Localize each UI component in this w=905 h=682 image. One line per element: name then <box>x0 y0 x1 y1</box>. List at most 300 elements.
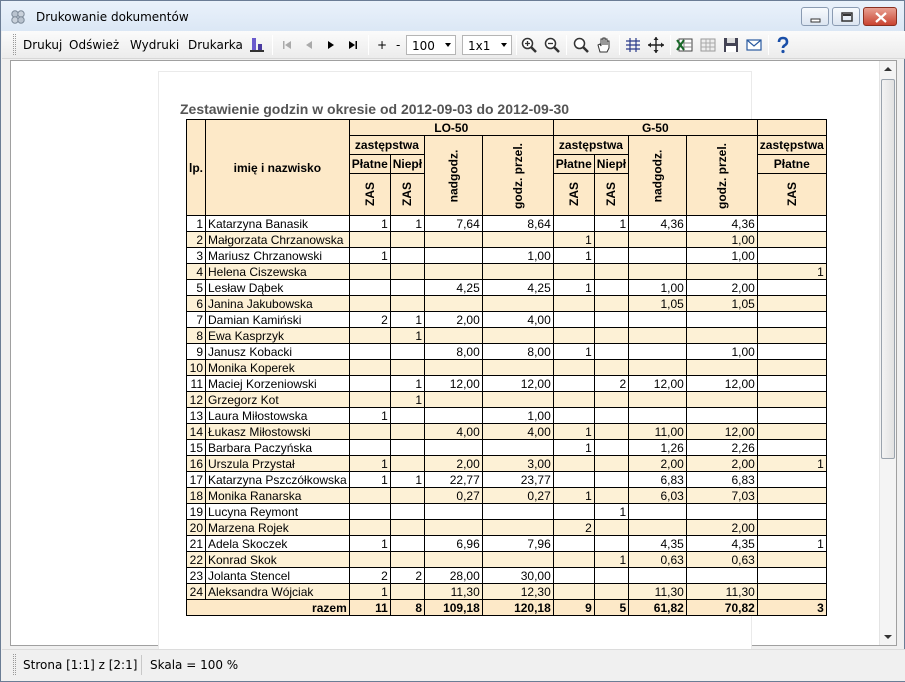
row-cell <box>425 248 483 264</box>
row-cell <box>390 520 424 536</box>
row-name: Maciej Korzeniowski <box>206 376 350 392</box>
header-zas: ZAS <box>594 173 628 215</box>
row-cell <box>757 584 826 600</box>
zoom-in-button[interactable]: + <box>377 38 388 52</box>
row-cell: 0,27 <box>482 488 553 504</box>
row-cell <box>757 248 826 264</box>
row-cell <box>390 440 424 456</box>
row-cell <box>349 520 390 536</box>
row-name: Damian Kamiński <box>206 312 350 328</box>
printouts-button[interactable]: Wydruki <box>130 38 180 52</box>
export-excel-icon[interactable] <box>676 36 694 54</box>
table-row <box>187 504 827 520</box>
row-cell <box>553 568 594 584</box>
table-row <box>187 392 827 408</box>
row-name: Marzena Rojek <box>206 520 350 536</box>
row-cell <box>390 232 424 248</box>
close-button[interactable] <box>863 7 897 26</box>
zoom-out-button[interactable]: - <box>396 38 401 52</box>
row-cell: 8,00 <box>425 344 483 360</box>
row-cell <box>594 312 628 328</box>
row-cell: 1 <box>349 456 390 472</box>
row-cell <box>349 552 390 568</box>
row-cell: 1 <box>594 216 628 232</box>
row-cell: 1 <box>553 344 594 360</box>
row-cell <box>594 424 628 440</box>
header-unpaid: Niepł <box>390 154 424 173</box>
table-row <box>187 264 827 280</box>
row-cell <box>553 328 594 344</box>
row-cell <box>594 440 628 456</box>
row-cell <box>757 408 826 424</box>
row-cell <box>553 312 594 328</box>
row-name: Laura Miłostowska <box>206 408 350 424</box>
row-lp: 23 <box>187 568 206 584</box>
total-row <box>187 600 827 616</box>
magnifier-icon[interactable] <box>572 36 590 54</box>
row-name: Konrad Skok <box>206 552 350 568</box>
row-name: Łukasz Miłostowski <box>206 424 350 440</box>
scrollbar-thumb[interactable] <box>881 79 895 459</box>
row-cell <box>594 520 628 536</box>
row-cell <box>349 360 390 376</box>
row-lp: 6 <box>187 296 206 312</box>
row-name: Adela Skoczek <box>206 536 350 552</box>
row-lp: 24 <box>187 584 206 600</box>
row-lp: 8 <box>187 328 206 344</box>
header-hours-worked: godz. przel. <box>482 136 553 216</box>
refresh-button[interactable]: Odśwież <box>69 38 120 52</box>
row-cell <box>553 408 594 424</box>
header-unpaid: Niepł <box>594 154 628 173</box>
table-row <box>187 520 827 536</box>
title-bar <box>1 1 904 31</box>
row-cell <box>425 392 483 408</box>
row-name: Urszula Przystał <box>206 456 350 472</box>
row-cell: 1,00 <box>686 344 757 360</box>
row-cell: 7,03 <box>686 488 757 504</box>
email-icon[interactable] <box>745 36 763 54</box>
row-lp: 4 <box>187 264 206 280</box>
row-cell <box>629 344 687 360</box>
status-bar <box>2 649 905 681</box>
row-cell <box>425 440 483 456</box>
header-group-lo50: LO-50 <box>349 120 553 136</box>
total-cell: 11 <box>349 600 390 616</box>
toolbar <box>2 31 905 59</box>
row-cell <box>629 328 687 344</box>
row-cell <box>629 264 687 280</box>
row-cell: 2,00 <box>686 456 757 472</box>
row-cell <box>553 472 594 488</box>
row-cell <box>686 392 757 408</box>
row-cell: 1,00 <box>482 408 553 424</box>
maximize-button[interactable] <box>832 7 860 26</box>
header-name: imię i nazwisko <box>206 120 350 216</box>
row-lp: 9 <box>187 344 206 360</box>
row-cell <box>390 488 424 504</box>
row-lp: 3 <box>187 248 206 264</box>
row-cell <box>757 424 826 440</box>
row-cell: 7,64 <box>425 216 483 232</box>
row-cell <box>553 216 594 232</box>
row-cell <box>390 360 424 376</box>
toolbar-grip[interactable] <box>13 34 16 55</box>
row-cell <box>629 520 687 536</box>
row-cell: 12,00 <box>686 376 757 392</box>
row-cell <box>757 280 826 296</box>
row-cell <box>553 376 594 392</box>
row-cell <box>482 264 553 280</box>
vertical-scrollbar[interactable] <box>879 61 896 645</box>
row-cell: 28,00 <box>425 568 483 584</box>
total-cell: 3 <box>757 600 826 616</box>
row-cell <box>686 568 757 584</box>
row-cell: 2 <box>594 376 628 392</box>
window-title: Drukowanie dokumentów <box>36 10 189 24</box>
grid-icon[interactable] <box>624 36 642 54</box>
row-cell <box>686 328 757 344</box>
scroll-up-icon[interactable] <box>880 61 896 77</box>
row-name: Jolanta Stencel <box>206 568 350 584</box>
row-lp: 21 <box>187 536 206 552</box>
maximize-icon <box>833 8 861 27</box>
row-lp: 17 <box>187 472 206 488</box>
table-row <box>187 472 827 488</box>
toolbar-separator <box>368 35 369 55</box>
table-row <box>187 280 827 296</box>
row-cell <box>425 520 483 536</box>
row-cell <box>629 248 687 264</box>
row-lp: 20 <box>187 520 206 536</box>
row-cell <box>757 344 826 360</box>
row-cell: 23,77 <box>482 472 553 488</box>
row-cell <box>629 232 687 248</box>
row-cell: 4,35 <box>629 536 687 552</box>
row-cell: 1 <box>390 472 424 488</box>
header-hours-worked: godz. przel. <box>686 136 757 216</box>
row-cell: 7,96 <box>482 536 553 552</box>
table-row <box>187 312 827 328</box>
table-row <box>187 328 827 344</box>
row-cell <box>594 248 628 264</box>
row-lp: 10 <box>187 360 206 376</box>
row-cell: 2,00 <box>425 312 483 328</box>
printer-button[interactable]: Drukarka <box>188 38 243 52</box>
row-cell: 1 <box>553 488 594 504</box>
total-cell: 109,18 <box>425 600 483 616</box>
toolbar-separator <box>768 35 769 55</box>
save-icon[interactable] <box>722 36 740 54</box>
toolbar-separator <box>516 35 517 55</box>
toolbar-separator <box>272 35 273 55</box>
row-name: Janusz Kobacki <box>206 344 350 360</box>
printer-settings-icon[interactable] <box>248 36 266 54</box>
header-group-g50: G-50 <box>553 120 757 136</box>
row-cell <box>757 312 826 328</box>
row-cell <box>594 568 628 584</box>
row-cell: 1 <box>390 216 424 232</box>
row-cell <box>594 328 628 344</box>
row-cell <box>553 296 594 312</box>
row-cell <box>349 488 390 504</box>
row-cell: 11,30 <box>629 584 687 600</box>
row-cell: 12,00 <box>482 376 553 392</box>
row-cell: 12,00 <box>629 376 687 392</box>
row-cell: 1 <box>757 456 826 472</box>
row-cell <box>553 392 594 408</box>
row-name: Ewa Kasprzyk <box>206 328 350 344</box>
row-cell <box>390 456 424 472</box>
row-cell: 2 <box>390 568 424 584</box>
row-cell <box>757 488 826 504</box>
row-cell: 11,00 <box>629 424 687 440</box>
row-name: Janina Jakubowska <box>206 296 350 312</box>
row-cell: 3,00 <box>482 456 553 472</box>
row-cell <box>757 376 826 392</box>
table-row <box>187 360 827 376</box>
row-lp: 16 <box>187 456 206 472</box>
row-cell: 2 <box>349 568 390 584</box>
row-cell <box>757 440 826 456</box>
row-cell: 1 <box>390 392 424 408</box>
toolbar-separator <box>566 35 567 55</box>
row-cell <box>349 424 390 440</box>
row-cell <box>349 280 390 296</box>
row-cell <box>349 504 390 520</box>
row-cell <box>553 504 594 520</box>
row-cell <box>629 312 687 328</box>
row-lp: 22 <box>187 552 206 568</box>
row-cell <box>686 408 757 424</box>
row-cell <box>553 264 594 280</box>
row-cell <box>757 296 826 312</box>
row-name: Lesław Dąbek <box>206 280 350 296</box>
table-row <box>187 248 827 264</box>
row-cell <box>390 536 424 552</box>
row-cell <box>390 552 424 568</box>
row-cell: 1 <box>349 216 390 232</box>
row-cell <box>594 360 628 376</box>
move-icon[interactable] <box>647 36 665 54</box>
row-cell: 1 <box>594 504 628 520</box>
row-cell: 11,30 <box>425 584 483 600</box>
row-cell: 30,00 <box>482 568 553 584</box>
print-button[interactable]: Drukuj <box>23 38 63 52</box>
row-cell <box>349 296 390 312</box>
row-name: Katarzyna Banasik <box>206 216 350 232</box>
total-cell: 120,18 <box>482 600 553 616</box>
row-cell <box>425 504 483 520</box>
row-cell <box>390 408 424 424</box>
row-lp: 19 <box>187 504 206 520</box>
row-name: Katarzyna Pszczółkowska <box>206 472 350 488</box>
row-cell: 2,00 <box>686 280 757 296</box>
row-cell: 0,27 <box>425 488 483 504</box>
row-cell <box>594 584 628 600</box>
app-icon <box>10 9 26 25</box>
row-name: Małgorzata Chrzanowska <box>206 232 350 248</box>
total-cell: 9 <box>553 600 594 616</box>
row-cell: 1 <box>349 248 390 264</box>
header-paid: Płatne <box>349 154 390 173</box>
row-cell <box>425 360 483 376</box>
row-cell: 11,30 <box>686 584 757 600</box>
row-cell <box>757 392 826 408</box>
row-cell: 2,00 <box>629 456 687 472</box>
table-row <box>187 584 827 600</box>
row-cell <box>425 328 483 344</box>
row-cell: 1 <box>349 408 390 424</box>
row-cell <box>757 328 826 344</box>
row-cell: 2,26 <box>686 440 757 456</box>
header-group-next <box>757 120 826 136</box>
header-paid: Płatne <box>757 154 826 173</box>
row-cell: 12,00 <box>686 424 757 440</box>
row-cell: 1 <box>390 376 424 392</box>
total-cell: 70,82 <box>686 600 757 616</box>
row-cell: 1,05 <box>686 296 757 312</box>
row-cell: 1,00 <box>482 248 553 264</box>
row-lp: 7 <box>187 312 206 328</box>
row-cell: 1 <box>757 536 826 552</box>
export-table-icon[interactable] <box>699 36 717 54</box>
row-cell <box>349 440 390 456</box>
table-row <box>187 456 827 472</box>
minimize-icon <box>802 8 830 27</box>
row-cell <box>594 344 628 360</box>
row-lp: 2 <box>187 232 206 248</box>
row-cell: 1 <box>553 280 594 296</box>
page-indicator: Strona [1:1] z [2:1] <box>23 658 138 672</box>
table-row <box>187 296 827 312</box>
total-cell: 61,82 <box>629 600 687 616</box>
row-cell: 4,00 <box>425 424 483 440</box>
row-cell <box>553 536 594 552</box>
table-row <box>187 376 827 392</box>
row-cell: 6,03 <box>629 488 687 504</box>
scroll-down-icon[interactable] <box>880 629 896 645</box>
row-cell <box>349 376 390 392</box>
row-cell: 8,64 <box>482 216 553 232</box>
row-lp: 5 <box>187 280 206 296</box>
row-cell <box>349 392 390 408</box>
total-cell: 8 <box>390 600 424 616</box>
row-cell <box>553 360 594 376</box>
report-table-body <box>187 216 827 616</box>
last-page-icon[interactable] <box>344 36 362 54</box>
row-name: Monika Koperek <box>206 360 350 376</box>
row-cell <box>482 360 553 376</box>
chevron-down-icon <box>501 43 507 47</box>
row-cell <box>482 504 553 520</box>
row-cell: 1 <box>349 536 390 552</box>
row-cell <box>629 360 687 376</box>
row-cell <box>629 504 687 520</box>
zoom-out-icon[interactable] <box>543 36 561 54</box>
row-cell <box>594 296 628 312</box>
row-cell <box>594 280 628 296</box>
zoom-combo[interactable] <box>406 35 456 55</box>
row-lp: 1 <box>187 216 206 232</box>
row-cell <box>482 328 553 344</box>
row-cell: 1,26 <box>629 440 687 456</box>
row-cell <box>390 504 424 520</box>
row-cell <box>757 232 826 248</box>
row-cell <box>425 408 483 424</box>
row-cell <box>390 248 424 264</box>
row-cell <box>553 456 594 472</box>
table-row <box>187 344 827 360</box>
header-zas: ZAS <box>757 173 826 215</box>
row-lp: 13 <box>187 408 206 424</box>
row-cell <box>686 504 757 520</box>
page-layout-combo[interactable] <box>462 35 512 55</box>
row-cell <box>594 488 628 504</box>
row-cell <box>629 392 687 408</box>
row-cell <box>390 280 424 296</box>
row-cell <box>482 520 553 536</box>
row-cell: 6,96 <box>425 536 483 552</box>
row-cell <box>482 232 553 248</box>
row-cell <box>349 264 390 280</box>
row-cell <box>349 328 390 344</box>
row-cell: 1 <box>349 472 390 488</box>
previous-page-icon[interactable] <box>300 36 318 54</box>
row-cell <box>757 504 826 520</box>
row-cell: 1 <box>390 328 424 344</box>
row-cell: 4,25 <box>482 280 553 296</box>
scale-indicator: Skala = 100 % <box>150 658 239 672</box>
row-cell: 4,00 <box>482 424 553 440</box>
row-cell <box>425 296 483 312</box>
row-cell <box>686 360 757 376</box>
row-cell <box>390 296 424 312</box>
row-cell: 4,36 <box>629 216 687 232</box>
header-zas: ZAS <box>553 173 594 215</box>
row-cell: 2,00 <box>425 456 483 472</box>
row-cell: 12,30 <box>482 584 553 600</box>
row-cell <box>594 536 628 552</box>
row-cell <box>482 440 553 456</box>
table-row <box>187 552 827 568</box>
zoom-in-icon[interactable] <box>520 36 538 54</box>
row-cell: 1 <box>553 440 594 456</box>
help-icon[interactable] <box>774 36 792 54</box>
row-cell: 2 <box>349 312 390 328</box>
row-cell <box>757 568 826 584</box>
row-lp: 12 <box>187 392 206 408</box>
status-grip <box>13 654 16 675</box>
minimize-button[interactable] <box>801 7 829 26</box>
zoom-value: 100 <box>412 39 435 53</box>
table-row <box>187 232 827 248</box>
row-cell: 1 <box>390 312 424 328</box>
row-cell: 1,00 <box>686 232 757 248</box>
row-name: Grzegorz Kot <box>206 392 350 408</box>
table-row <box>187 568 827 584</box>
next-page-icon[interactable] <box>322 36 340 54</box>
total-cell: 5 <box>594 600 628 616</box>
row-cell <box>425 264 483 280</box>
row-cell: 1,05 <box>629 296 687 312</box>
row-cell: 22,77 <box>425 472 483 488</box>
first-page-icon[interactable] <box>278 36 296 54</box>
row-cell: 1 <box>757 264 826 280</box>
row-cell <box>425 552 483 568</box>
row-cell <box>594 456 628 472</box>
hand-pan-icon[interactable] <box>595 36 613 54</box>
